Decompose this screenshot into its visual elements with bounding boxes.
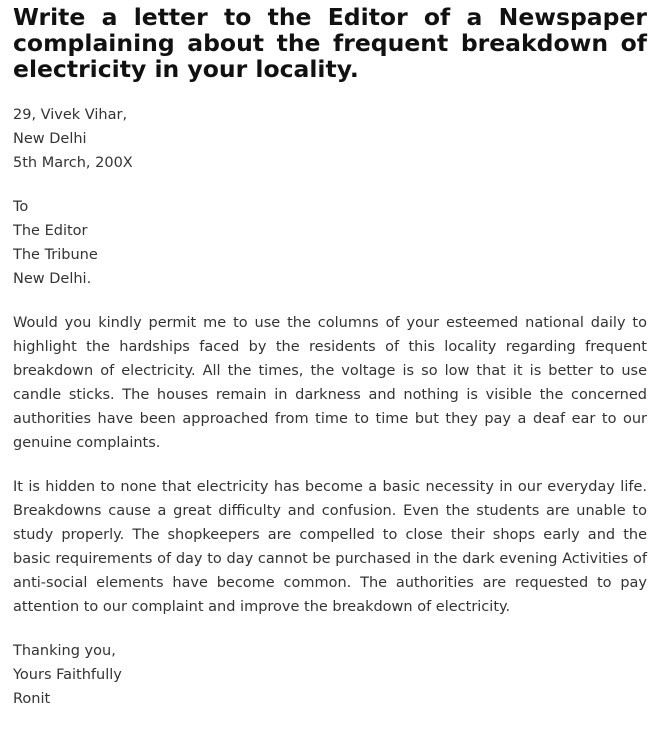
closing [13, 639, 647, 711]
recipient-line3: New Delhi. [13, 271, 92, 287]
recipient-line1: The Editor [13, 223, 88, 239]
page-title: Write a letter to the Editor of a Newspaper complaining about the frequent breakdown of electricity in your locality. [13, 3, 647, 83]
letter-date: 5th March, 200X [13, 155, 133, 171]
closing-signature: Ronit [13, 691, 51, 707]
sender-address-line2: New Delhi [13, 131, 87, 147]
recipient-to: To [13, 199, 29, 215]
body-paragraph-1: Would you kindly permit me to use the columns of your esteemed national daily to highlight the hardships faced by the residents of this locality regarding frequent breakdown of electricity. All the times, the voltage is so low that it is better to use candle sticks. The houses remain in darkness and nothing is visible the concerned authorities have been approached from time to time but they pay a deaf ear to our genuine complaints. [13, 315, 647, 451]
recipient-address [13, 195, 647, 291]
letter-page [13, 4, 647, 731]
recipient-line2: The Tribune [13, 247, 98, 263]
closing-thanks: Thanking you, [13, 643, 116, 659]
body-paragraph-2: It is hidden to none that electricity has become a basic necessity in our everyday life. Breakdowns cause a great difficulty and confusion. Even the students are unable to study properly. The shopkeepers are compelled to close their shops early and the basic requirements of day to day cannot be purchased in the dark evening Activities of anti-social elements have become common. The authorities are requested to pay attention to our complaint and improve the breakdown of electricity. [13, 479, 647, 615]
closing-valediction: Yours Faithfully [13, 667, 122, 683]
sender-address-line1: 29, Vivek Vihar, [13, 107, 128, 123]
sender-address [13, 103, 647, 175]
